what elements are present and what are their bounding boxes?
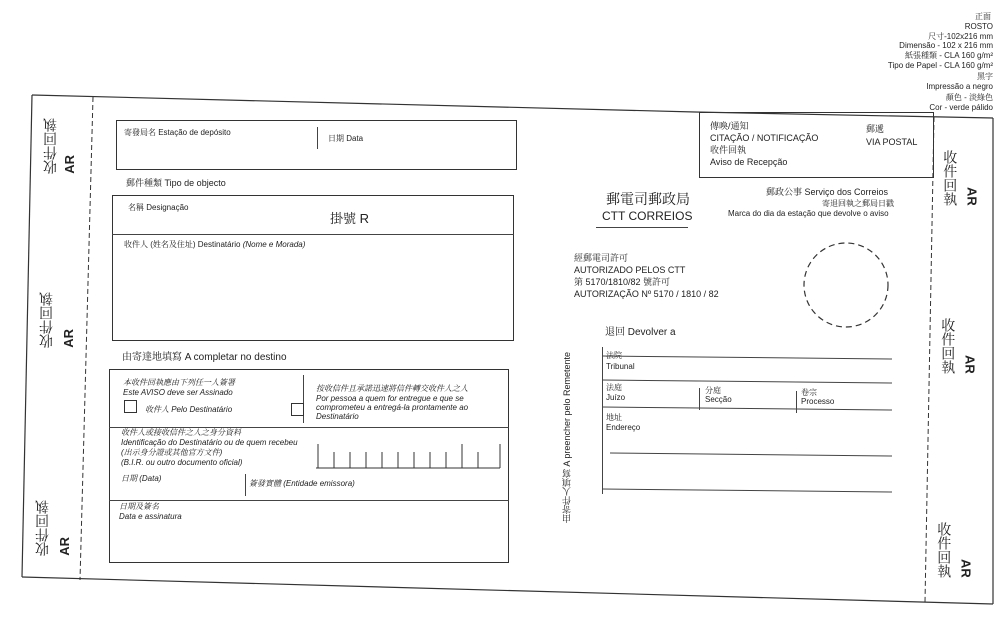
id-cn: 收件人或接收信件之人之身分資料 <box>121 428 241 437</box>
tribunal-pt: Tribunal <box>606 362 635 371</box>
section-pt: Secção <box>705 395 732 404</box>
date-label: 日期 (Data) <box>121 474 162 483</box>
by-addressee-label: 收件人 Pelo Destinatário <box>145 405 233 414</box>
strip-ar: AR <box>60 329 76 348</box>
spec-line-1: 正面 <box>975 12 991 21</box>
citation-cn-1: 傳喚/通知 <box>710 121 749 131</box>
address-pt: Endereço <box>606 423 641 432</box>
deposit-station-label: 寄發局名 Estação de depósito <box>124 128 231 137</box>
strip-ar: AR <box>962 355 978 374</box>
right-strip-middle <box>938 318 978 379</box>
doc-pt: (B.I.R. ou outro documento oficial) <box>121 458 243 467</box>
spec-line-10: Cor - verde pálido <box>929 103 993 112</box>
spec-line-9: 顏色 - 淡綠色 <box>945 93 993 102</box>
authorized-pt-1: AUTORIZADO PELOS CTT <box>574 265 686 275</box>
complete-at-destination: 由寄達地填寫 A completar no destino <box>122 352 287 363</box>
spec-line-2: ROSTO <box>964 22 993 31</box>
authorized-cn-1: 經郵電司許可 <box>574 253 629 263</box>
spec-line-7: 黑字 <box>977 72 993 81</box>
postal-service-label: 郵政公事 Serviço dos Correios <box>766 187 889 197</box>
strip-cn: 收件回執 <box>41 118 58 174</box>
judge-pt: Juízo <box>606 393 626 402</box>
spec-line-4: Dimensão - 102 x 216 mm <box>899 41 993 50</box>
must-sign-pt: Este AVISO deve ser Assinado <box>123 388 233 397</box>
strip-ar: AR <box>958 559 974 578</box>
return-label: 退回 Devolver a <box>605 327 676 338</box>
tribunal-cn: 法院 <box>606 351 622 360</box>
other-person-cn: 按收信件且承諾迅速將信件轉交收件人之人 <box>316 384 468 393</box>
postmark-circle <box>800 240 892 330</box>
strip-cn: 收件回執 <box>38 292 55 348</box>
strip-cn: 收件回執 <box>936 522 953 578</box>
airmail-pt: VIA POSTAL <box>866 137 918 147</box>
doc-cn: (出示身分證或其他官方文件) <box>121 448 223 457</box>
registered-label: 掛號 R <box>330 211 370 226</box>
stamp-pt: Marca do dia da estação que devolve o aviso <box>728 209 889 218</box>
process-pt: Processo <box>801 397 835 406</box>
deposit-date-label: 日期 Data <box>328 134 364 143</box>
spec-line-5: 紙張種類 - CLA 160 g/m² <box>904 51 993 60</box>
strip-ar: AR <box>62 155 78 174</box>
strip-ar: AR <box>56 537 72 556</box>
right-strip-top <box>940 150 980 211</box>
date-signature-pt: Data e assinatura <box>119 512 182 521</box>
other-person-pt-3: Destinatário <box>316 412 359 421</box>
addressee-hint: (Nome e Morada) <box>242 240 306 249</box>
spec-line-8: Impressão a negro <box>926 82 993 91</box>
addressee-label-text: 收件人 (姓名及住址) Destinatário <box>124 240 241 249</box>
left-strip-top <box>40 118 80 179</box>
other-person-checkbox[interactable] <box>291 403 304 416</box>
section-cn: 分庭 <box>705 386 721 395</box>
strip-cn: 收件回執 <box>940 318 957 374</box>
citation-cn-2: 收件回執 <box>710 145 747 155</box>
strip-cn: 收件回執 <box>34 500 51 556</box>
other-person-pt-1: Por pessoa a quem for entregue e que se <box>316 394 464 403</box>
addressee-checkbox[interactable] <box>124 400 137 413</box>
airmail-cn: 郵遞 <box>866 124 885 134</box>
stamp-cn: 寄退回執之郵局日戳 <box>822 199 894 208</box>
object-type-label: 郵件種類 Tipo de objecto <box>126 178 226 188</box>
judge-cn: 法庭 <box>606 383 622 392</box>
strip-ar: AR <box>964 187 980 206</box>
sender-side-label: 由寄件人填寫 A preencher pelo Remetente <box>562 352 572 524</box>
other-person-pt-2: comprometeu a entregá-la prontamente ao <box>316 403 469 412</box>
ctt-name: CTT CORREIOS <box>602 209 693 223</box>
ctt-cn: 郵電司郵政局 <box>606 192 690 208</box>
citation-pt-2: Aviso de Recepção <box>710 157 788 167</box>
right-strip-bottom <box>934 522 974 583</box>
addressee-label <box>124 240 305 249</box>
address-cn: 地址 <box>606 413 622 422</box>
id-pt: Identificação do Destinatário ou de quem recebeu <box>121 438 298 447</box>
designation-label: 名稱 Designação <box>128 203 189 212</box>
issuer-label: 簽發實體 (Entidade emissora) <box>249 479 355 488</box>
spec-line-3: 尺寸-102x216 mm <box>928 32 993 41</box>
process-cn: 卷宗 <box>801 388 817 397</box>
strip-cn: 收件回執 <box>942 150 959 206</box>
left-strip-bottom <box>32 500 72 561</box>
authorized-cn-2: 第 5170/1810/82 號許可 <box>574 277 671 287</box>
designation-box <box>112 195 514 341</box>
spec-line-6: Tipo de Papel - CLA 160 g/m² <box>887 61 993 70</box>
date-signature-cn: 日期及簽名 <box>119 502 159 511</box>
id-number-field[interactable] <box>314 440 504 474</box>
must-sign-cn: 本收件回執應由下列任一人簽署 <box>123 378 235 387</box>
authorized-pt-2: AUTORIZAÇÃO Nº 5170 / 1810 / 82 <box>574 289 719 299</box>
citation-pt-1: CITAÇÃO / NOTIFICAÇÃO <box>710 133 819 143</box>
left-strip-middle <box>36 292 76 353</box>
